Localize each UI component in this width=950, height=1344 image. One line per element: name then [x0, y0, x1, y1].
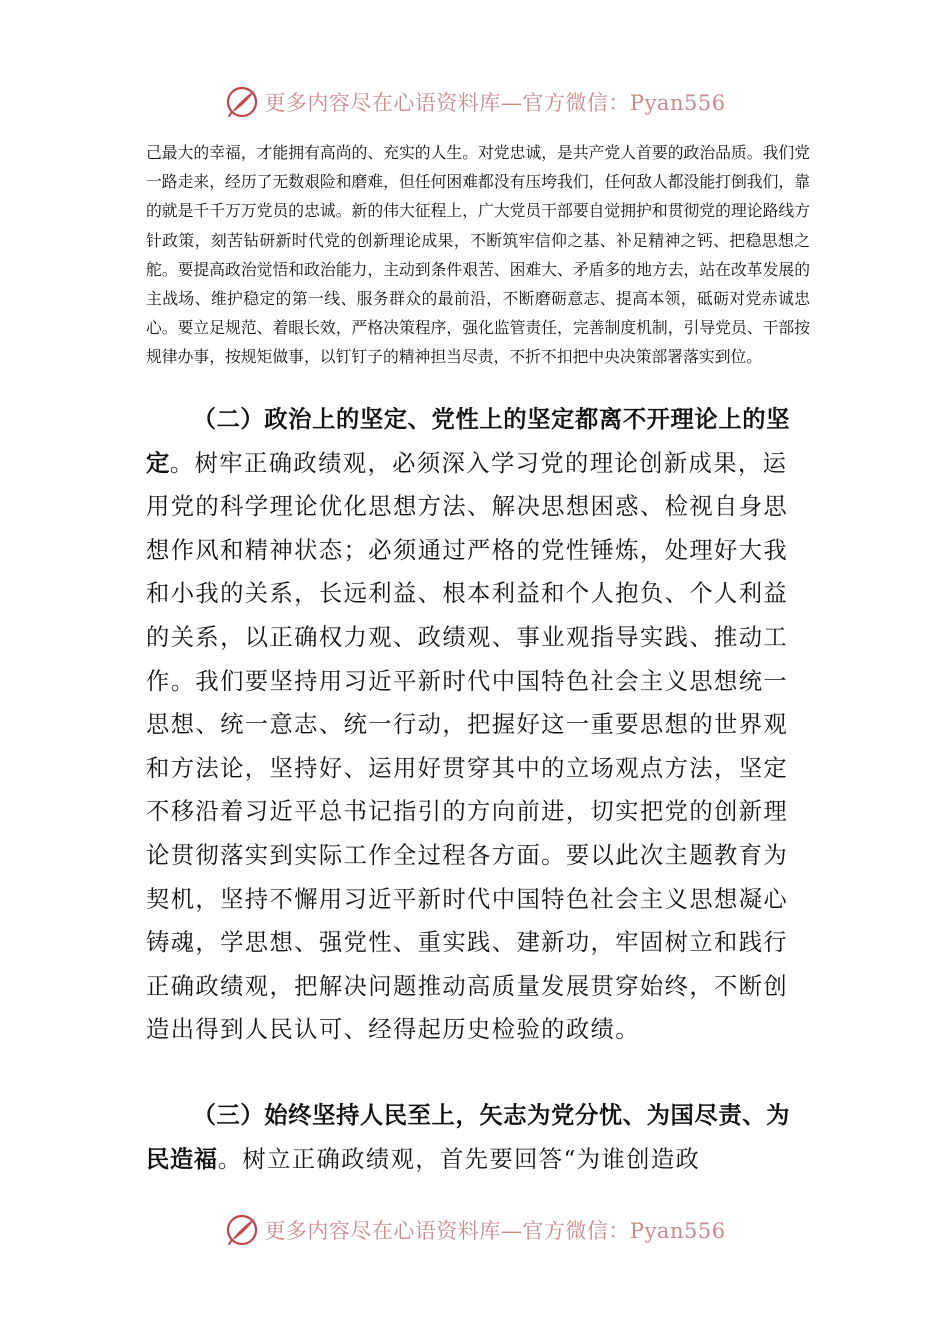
intro-paragraph: 己最大的幸福，才能拥有高尚的、充实的人生。对党忠诚，是共产党人首要的政治品质。我们党一路走来，经历了无数艰险和磨难，但任何困难都没有压垮我们，任何敌人都没能打倒我们，靠的就是千千万万党员的忠诚。新的伟大征程上，广大党员干部要自觉拥护和贯彻党的理论路线方针政策，刻苦钻研新时代党的创新理论成果，不断筑牢信仰之基、补足精神之钙、把稳思想之舵。要提高政治觉悟和政治能力，主动到条件艰苦、困难大、矛盾多的地方去，站在改革发展的主战场、维护稳定的第一线、服务群众的最前沿，不断磨砺意志、提高本领，砥砺对党赤诚忠心。要立足规范、着眼长效，严格决策程序，强化监管责任，完善制度机制，引导党员、干部按规律办事，按规矩做事，以钉钉子的精神担当尽责，不折不扣把中央决策部署落实到位。 [146, 143, 810, 367]
watermark-footer [0, 1210, 950, 1250]
section-2-body: 。树牢正确政绩观，必须深入学习党的理论创新成果，运用党的科学理论优化思想方法、解决思想困惑、检视自身思想作风和精神状态；必须通过严格的党性锤炼，处理好大我和小我的关系，长远利益、根本利益和个人抱负、个人利益的关系，以正确权力观、政绩观、事业观指导实践、推动工作。我们要坚持用习近平新时代中国特色社会主义思想统一思想、统一意志、统一行动，把握好这一重要思想的世界观和方法论，坚持好、运用好贯穿其中的立场观点方法，坚定不移沿着习近平总书记指引的方向前进，切实把党的创新理论贯彻落实到实际工作全过程各方面。要以此次主题教育为契机，坚持不懈用习近平新时代中国特色社会主义思想凝心铸魂，学思想、强党性、重实践、建新功，牢固树立和践行正确政绩观，把解决问题推动高质量发展贯穿始终，不断创造出得到人民认可、经得起历史检验的政绩。 [146, 449, 789, 1044]
feather-pen-icon [224, 1212, 260, 1248]
section-2-paragraph [146, 398, 810, 1052]
section-3-heading: （三）始终坚持人民至上，矢志为党分忧、为国尽责、为民造福 [146, 1102, 791, 1173]
intro-section [146, 138, 810, 372]
feather-pen-icon [224, 84, 260, 120]
section-3 [146, 1094, 810, 1181]
section-3-body: 。树立正确政绩观，首先要回答“为谁创造政 [217, 1145, 701, 1173]
section-2 [146, 398, 810, 1052]
watermark-header [0, 82, 950, 122]
watermark-text: 更多内容尽在心语资料库—官方微信：Pyan556 [264, 91, 726, 115]
watermark-text: 更多内容尽在心语资料库—官方微信：Pyan556 [264, 1219, 726, 1243]
section-3-paragraph [146, 1094, 810, 1181]
section-2-heading: （二）政治上的坚定、党性上的坚定都离不开理论上的坚定 [146, 406, 791, 477]
